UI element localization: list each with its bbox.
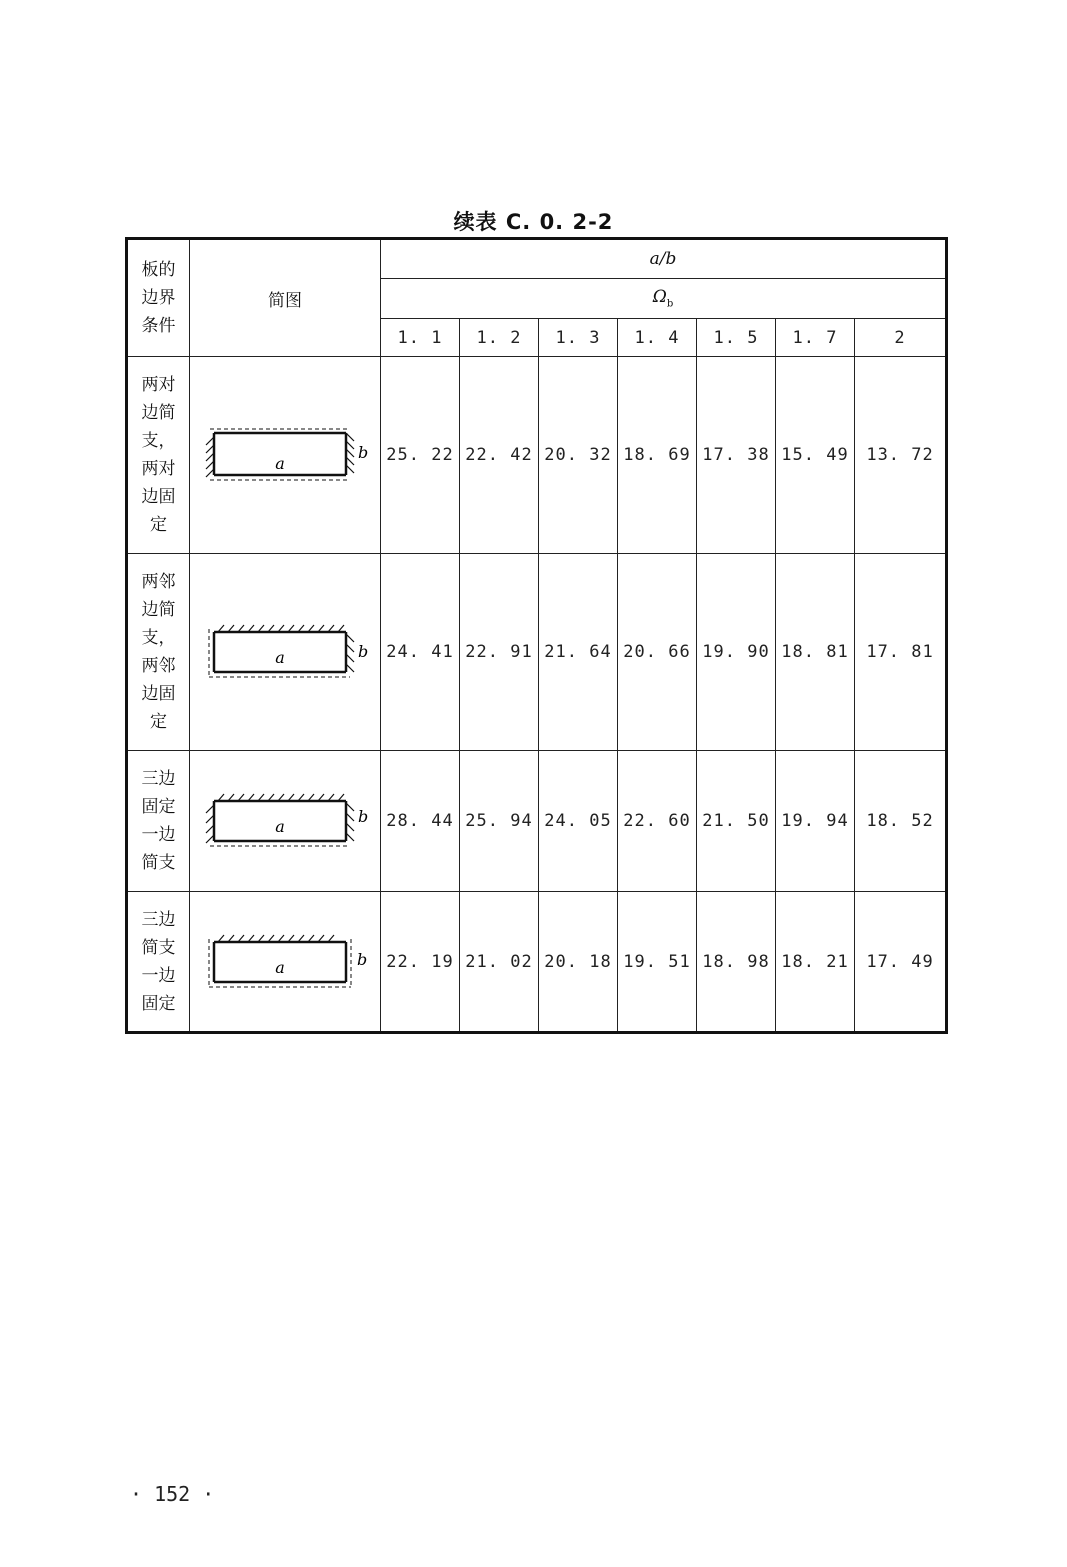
- value-cell: 25. 22: [381, 357, 460, 554]
- condition-line: 两对: [141, 375, 176, 395]
- condition-line: 两对: [141, 459, 176, 479]
- condition-line: 固定: [141, 993, 176, 1014]
- value-cell: 17. 81: [855, 554, 947, 751]
- condition-line: 一边: [141, 965, 176, 986]
- diagram-label-b: b: [358, 807, 369, 826]
- condition-line: 两邻: [141, 572, 176, 592]
- condition-line: 定: [150, 712, 167, 732]
- column-header: 2: [855, 319, 947, 357]
- header-ratio: a/b: [381, 239, 947, 279]
- value-cell: 28. 44: [381, 751, 460, 892]
- coefficient-table: [125, 237, 948, 1034]
- diagram-label-a: a: [275, 454, 285, 473]
- condition-line: 两邻: [141, 656, 176, 676]
- page-number: [130, 1482, 214, 1506]
- column-header: 1. 2: [460, 319, 539, 357]
- value-cell: 21. 02: [460, 892, 539, 1033]
- row-condition: [127, 357, 190, 554]
- page-number-dot-right: ·: [202, 1482, 215, 1506]
- value-cell: 19. 90: [697, 554, 776, 751]
- omega-symbol: Ω: [652, 287, 667, 308]
- column-header: 1. 3: [539, 319, 618, 357]
- page-number-dot-left: ·: [130, 1482, 143, 1506]
- value-cell: 21. 64: [539, 554, 618, 751]
- header-diagram: 简图: [190, 239, 381, 357]
- value-cell: 25. 94: [460, 751, 539, 892]
- plate-diagram-three-fixed: [190, 751, 381, 892]
- condition-line: 边简: [141, 403, 176, 423]
- column-header: 1. 1: [381, 319, 460, 357]
- table-caption: 续表 C. 0. 2-2: [453, 210, 614, 234]
- diagram-label-b: b: [358, 443, 369, 462]
- value-cell: 19. 51: [618, 892, 697, 1033]
- value-cell: 15. 49: [776, 357, 855, 554]
- diagram-label-b: b: [357, 949, 368, 969]
- header-condition-line: 板的: [141, 260, 176, 280]
- diagram-label-b: b: [358, 642, 369, 661]
- condition-line: 简支: [141, 937, 176, 958]
- value-cell: 22. 91: [460, 554, 539, 751]
- omega-subscript: b: [666, 298, 674, 310]
- value-cell: 17. 49: [855, 892, 947, 1033]
- table-row: [127, 554, 947, 751]
- value-cell: 22. 42: [460, 357, 539, 554]
- condition-line: 一边: [141, 825, 176, 845]
- condition-line: 固定: [141, 797, 176, 817]
- condition-line: 支，: [141, 628, 176, 648]
- row-condition: [127, 892, 190, 1033]
- plate-diagram-opposite: [190, 357, 381, 554]
- condition-line: 简支: [141, 853, 176, 873]
- value-cell: 18. 21: [776, 892, 855, 1033]
- column-header: 1. 4: [618, 319, 697, 357]
- header-omega: [381, 279, 947, 319]
- header-condition: [127, 239, 190, 357]
- value-cell: 19. 94: [776, 751, 855, 892]
- header-condition-line: 条件: [141, 316, 176, 336]
- value-cell: 24. 05: [539, 751, 618, 892]
- value-cell: 20. 18: [539, 892, 618, 1033]
- row-condition: [127, 751, 190, 892]
- diagram-label-a: a: [275, 817, 285, 836]
- value-cell: 18. 98: [697, 892, 776, 1033]
- value-cell: 13. 72: [855, 357, 947, 554]
- condition-line: 边固: [141, 684, 176, 704]
- condition-line: 定: [150, 515, 167, 535]
- column-header: 1. 5: [697, 319, 776, 357]
- value-cell: 24. 41: [381, 554, 460, 751]
- table-row: [127, 751, 947, 892]
- column-header: 1. 7: [776, 319, 855, 357]
- header-condition-line: 边界: [141, 288, 176, 308]
- condition-line: 边固: [141, 487, 176, 507]
- plate-diagram-three-simple: [190, 892, 381, 1033]
- value-cell: 22. 19: [381, 892, 460, 1033]
- table-row: [127, 892, 947, 1033]
- value-cell: 18. 69: [618, 357, 697, 554]
- condition-line: 三边: [141, 769, 176, 789]
- value-cell: 18. 52: [855, 751, 947, 892]
- condition-line: 支，: [141, 431, 176, 451]
- value-cell: 17. 38: [697, 357, 776, 554]
- value-cell: 20. 32: [539, 357, 618, 554]
- value-cell: 21. 50: [697, 751, 776, 892]
- diagram-label-a: a: [275, 648, 285, 667]
- table-row: [127, 357, 947, 554]
- page-number-value: 152: [154, 1482, 191, 1506]
- plate-diagram-adjacent: [190, 554, 381, 751]
- row-condition: [127, 554, 190, 751]
- condition-line: 边简: [141, 600, 176, 620]
- value-cell: 22. 60: [618, 751, 697, 892]
- value-cell: 18. 81: [776, 554, 855, 751]
- value-cell: 20. 66: [618, 554, 697, 751]
- diagram-label-a: a: [275, 957, 285, 977]
- condition-line: 三边: [141, 909, 176, 930]
